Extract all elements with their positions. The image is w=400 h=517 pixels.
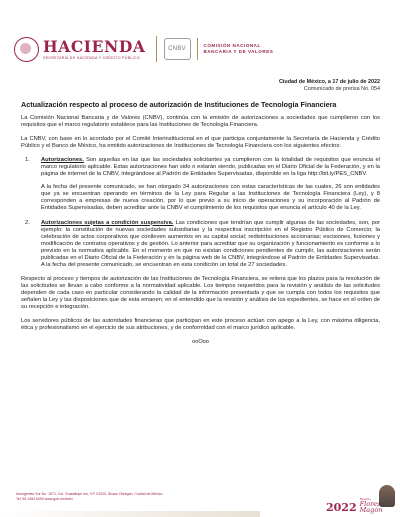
footer-decoration [0,511,260,517]
list-item-text: Son aquellas en las que las sociedades solicitantes ya cumplieron con la totalidad de requisitos que enuncia el marco regulatorio aplicable. Estas autorizaciones han sido o estarán siendo, publicadas en el Diario Oficial de la Federación, y en la página de internet de la CNBV, integrándose al Padrón de Entidades Supervisadas, disponible en la liga http://bit.ly/PES_CNBV. [41,157,380,178]
hacienda-logo [43,36,146,60]
header-divider [156,36,157,62]
paragraph-context: La CNBV, con base en lo acordado por el Comité Interinstitucional en el que participa conjuntamente la Secretaría de Hacienda y Crédito Público y el Banco de México, ha emitido autorizaciones de Instituciones de Tecnología Financiera con los siguientes efectos: [21,136,380,150]
release-number: Comunicado de prensa No. 054 [303,86,380,92]
cnbv-name-line2: BANCARIA Y DE VALORES [203,49,274,54]
date-block [279,79,380,93]
list-item-paragraph-2: A la fecha del presente comunicado, se han otorgado 34 autorizaciones con estas características de las cuales, 26 son entidades que ya se encuentran operando en términos de la Ley para Regular a las Instituciones de Tecnología Financiera (Ley), y 8 corresponden a empresas de nueva creación, por lo que previo a su inicio de operaciones y su incorporación al Padrón de Entidades Supervisadas, deben acreditar ante la CNBV el cumplimiento de los requisitos que enuncia el artículo 40 de la Ley. [41,184,380,212]
list-item-lead: Autorizaciones sujetas a condición suspensiva. [41,219,174,226]
list-item-text: Las condiciones que tendrían que cumplir algunas de las sociedades, son, por ejemplo: la constitución de nuevas sociedades subsidiarias y la respectiva inscripción en el Registro Público de Comercio; la celebración de actos corporativos que conlleven aumentos en su capital social; redistribuciones accionarias; escisiones, fusiones y modificación de contratos operativos y de gestión. Lo anterior para acreditar que su organización y funcionamiento es conforme a lo previsto en la normativa aplicable. En el momento en que no existan condiciones pendientes de cumplir, las autorizaciones serán publicadas en el Diario Oficial de la Federación y en la página web de la CNBV, integrándose al Padrón de Entidades Supervisadas. A la fecha del presente comunicado, se encuentran en esta condición un total de 27 sociedades. [41,219,380,268]
footer-contact-line: Tel. 55 1454 6000 www.gob.mx/cnbv [16,497,74,501]
list-item-condicion-suspensiva [21,220,380,269]
footer-address [16,492,163,502]
cnbv-name [204,43,274,55]
flores-magon-line1: Flores [359,500,381,508]
header-divider-2 [197,38,198,60]
flores-magon-line2: Magón [359,506,383,514]
paragraph-intro: La Comisión Nacional Bancaria y de Valores (CNBV), continúa con la emisión de autorizaciones a sociedades que cumplieron con los requisitos que el marco regulatorio establece para las Instituciones de Tecnología Financiera. [21,115,380,129]
list-item-number: 1. [25,157,30,164]
list-item-body [41,220,380,269]
paragraph-public-servants: Los servidores públicos de las autoridades financieras que participan en este proceso actúan con apego a la Ley, con máxima diligencia, ética y profesionalismo en el ejercicio de sus atribuciones, y de conformidad con el marco jurídico aplicable. [21,318,380,332]
footer-address-line: Insurgentes Sur No. 1971, Col. Guadalupe Inn, CP. 01020, Álvaro Obregón, Ciudad de México. [16,492,164,496]
release-date: Ciudad de México, a 17 de julio de 2022 [279,79,380,85]
hacienda-wordmark: HACIENDA [43,36,146,56]
hacienda-subtitle: SECRETARÍA DE HACIENDA Y CRÉDITO PÚBLICO [43,55,141,60]
list-item-autorizaciones [21,157,380,212]
letterhead [14,34,386,64]
list-item-lead: Autorizaciones. [41,157,84,164]
list-item-paragraph [41,220,380,269]
list-item-body [41,157,380,212]
mexico-seal-icon [14,37,39,62]
cnbv-name-line1: COMISIÓN NACIONAL [203,43,261,48]
press-release-body [21,100,380,346]
flores-magon-text [360,498,383,513]
list-item-number: 2. [25,219,30,226]
flores-magon-logo [326,483,390,513]
paragraph-process: Respecto al proceso y tiempos de autorización de las Instituciones de Tecnología Financiera, se reitera que los plazos para la resolución de las solicitudes se llevan a cabo conforme a la normatividad aplicable. Los tiempos requeridos para la revisión y análisis de las solicitudes dependen de cada caso en particular considerando la calidad de la información presentada y que se cumpla con todos los requisitos que señalen la Ley y las disposiciones que de esta emanen; en el entendido que la revisión y análisis de los expedientes, se hace en el orden de su recepción e integración. [21,275,380,311]
list-item-paragraph [41,157,380,178]
year-mark: 2022 [326,501,357,514]
cnbv-logo: CNBV [164,38,191,60]
end-mark: ooOoo [192,339,209,346]
flores-magon-pre: Ricardo [359,497,371,501]
page-title: Actualización respecto al proceso de autorización de Instituciones de Tecnología Financiera [21,100,337,109]
